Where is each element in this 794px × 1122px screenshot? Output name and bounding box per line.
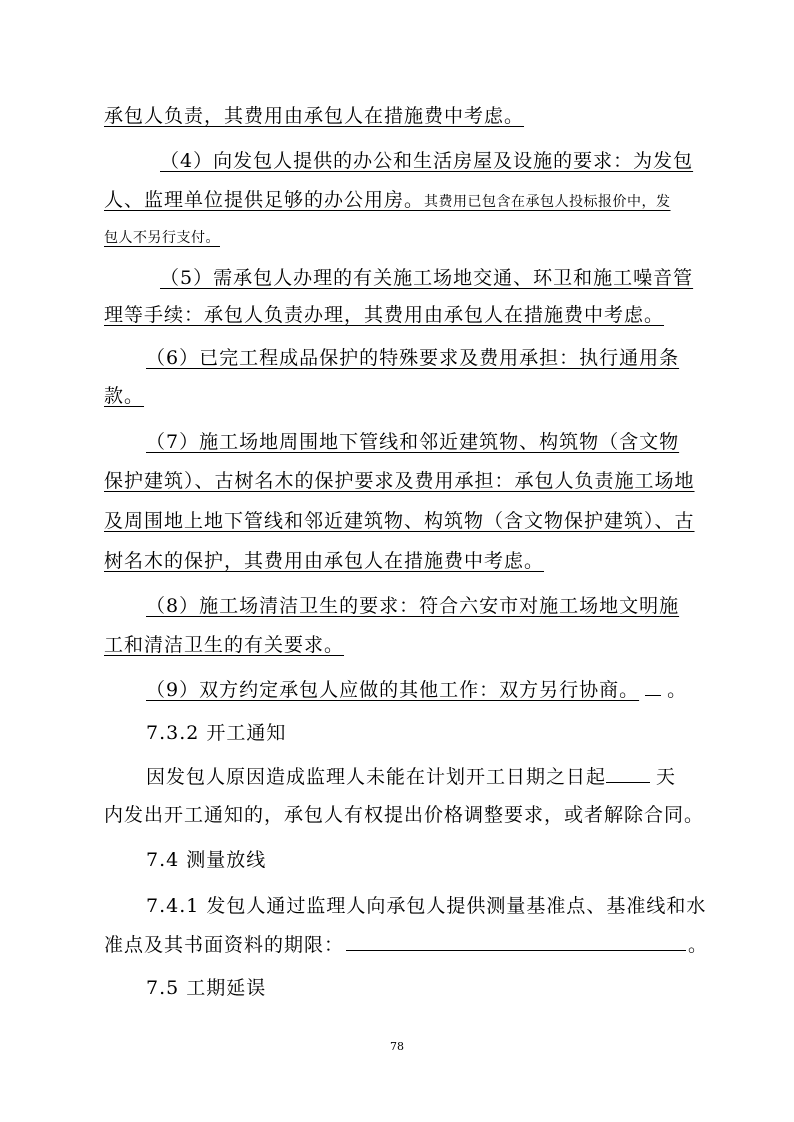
text-line: 理等手续：承包人负责办理，其费用由承包人在措施费中考虑。 <box>104 304 665 326</box>
text-line: 及周围地上地下管线和邻近建筑物、构筑物（含文物保护建筑）、古 <box>104 510 695 532</box>
text-line <box>146 764 676 789</box>
section-heading: 7.5 工期延误 <box>146 977 267 999</box>
text-line: 包人不另行支付。 <box>104 230 220 246</box>
text-line <box>104 932 708 957</box>
section-heading: 7.4 测量放线 <box>146 849 267 871</box>
text-line <box>104 188 671 214</box>
text-line: 内发出开工通知的，承包人有权提出价格调整要求，或者解除合同。 <box>104 804 705 826</box>
text-line: 款。 <box>104 385 145 407</box>
text-line: （7）施工场地周围地下管线和邻近建筑物、构筑物（含文物 <box>146 431 680 453</box>
text-segment: 准点及其书面资料的期限： <box>104 934 345 956</box>
text-line: （8）施工场清洁卫生的要求：符合六安市对施工场地文明施 <box>146 595 680 617</box>
text-segment: （9）双方约定承包人应做的其他工作：双方另行协商。 <box>146 679 640 701</box>
text-line: 7.4.1 发包人通过监理人向承包人提供测量基准点、基准线和水 <box>146 895 707 917</box>
text-segment: 天 <box>656 766 677 788</box>
section-heading: 7.3.2 开工通知 <box>146 722 287 744</box>
text-line <box>146 677 687 702</box>
fill-blank <box>606 764 650 783</box>
text-segment: 人、监理单位提供足够的办公用房。 <box>104 189 425 211</box>
text-line: 承包人负责，其费用由承包人在措施费中考虑。 <box>104 105 525 127</box>
text-segment: 。 <box>667 679 688 701</box>
text-segment-small: 其费用已包含在承包人投标报价中，发 <box>424 194 671 210</box>
text-line: （4）向发包人提供的办公和生活房屋及设施的要求：为发包 <box>160 150 694 172</box>
fill-blank <box>645 677 661 696</box>
text-line: （5）需承包人办理的有关施工场地交通、环卫和施工噪音管 <box>160 267 694 289</box>
text-line: 工和清洁卫生的有关要求。 <box>104 634 345 656</box>
text-line: （6）已完工程成品保护的特殊要求及费用承担：执行通用条 <box>146 347 680 369</box>
text-segment: 因发包人原因造成监理人未能在计划开工日期之日起 <box>146 766 607 788</box>
text-segment: 。 <box>688 934 709 956</box>
text-line: 保护建筑）、古树名木的保护要求及费用承担：承包人负责施工场地 <box>104 470 695 492</box>
text-line: 树名木的保护，其费用由承包人在措施费中考虑。 <box>104 550 545 572</box>
fill-blank <box>346 932 686 951</box>
page-number: 78 <box>390 1040 404 1053</box>
